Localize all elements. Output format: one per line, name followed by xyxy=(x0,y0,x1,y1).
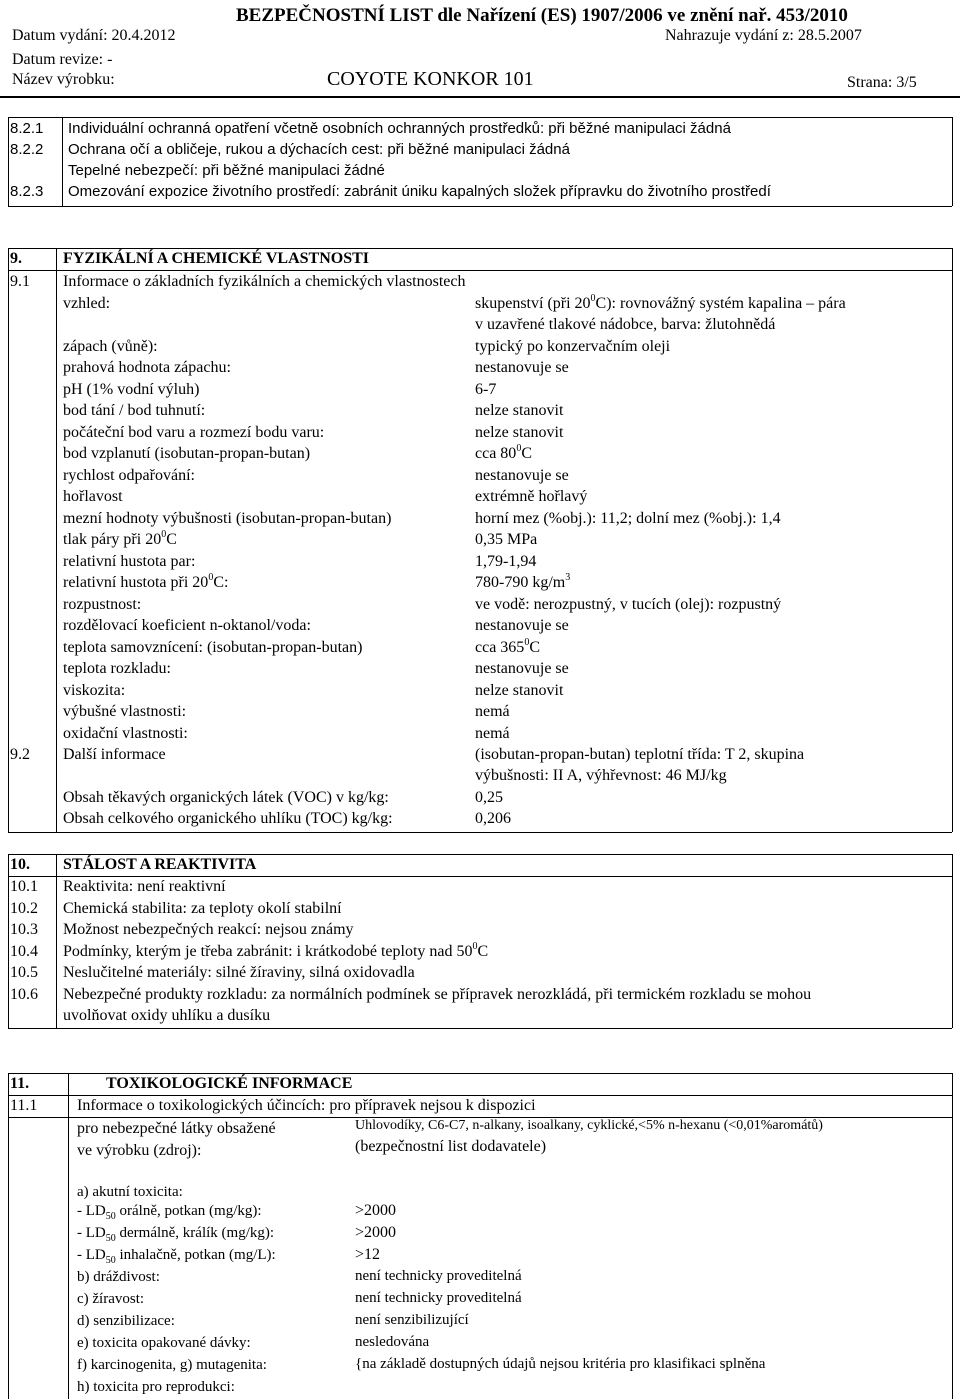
section8-bottom-border xyxy=(8,206,952,207)
revision-date: Datum revize: - xyxy=(12,51,113,68)
section8-row-text: Tepelné nebezpečí: při běžné manipulaci žádné xyxy=(68,162,385,179)
header-divider xyxy=(0,96,960,98)
property-value: nemá xyxy=(475,703,510,720)
tox-label: b) dráždivost: xyxy=(77,1269,160,1285)
tox-value: nesledována xyxy=(355,1334,430,1350)
tox-label: - $LD_{50}$ orálně, potkan (mg/kg): xyxy=(77,1203,262,1222)
property-label: rozdělovací koeficient n-oktanol/voda: xyxy=(63,617,311,634)
section8-row-number: 8.2.1 xyxy=(10,120,44,137)
property-value: nestanovuje se xyxy=(475,617,569,634)
property-value: cca $365^0C$ xyxy=(475,637,540,656)
tox-value: není senzibilizující xyxy=(355,1312,469,1328)
section9-bottom-border xyxy=(8,832,952,833)
substances-label: ve výrobku (zdroj): xyxy=(77,1142,202,1159)
section10-number: 10. xyxy=(10,856,30,873)
section10-row-text: Možnost nebezpečných reakcí: nejsou známy xyxy=(63,921,354,938)
section10-row-text: Nebezpečné produkty rozkladu: za normálních podmínek se přípravek nerozkládá, při termickém rozkladu se mohou xyxy=(63,986,812,1003)
property-value: nelze stanovit xyxy=(475,402,564,419)
property-value: nelze stanovit xyxy=(475,424,564,441)
property-label: mezní hodnoty výbušnosti (isobutan-propan-butan) xyxy=(63,510,392,527)
property-label: viskozita: xyxy=(63,682,126,699)
section9-title-border xyxy=(8,270,952,271)
property-label: bod tání / bod tuhnutí: xyxy=(63,402,206,419)
section10-row-number: 10.1 xyxy=(10,878,38,895)
section11-right-border xyxy=(952,1073,953,1399)
property-value: nelze stanovit xyxy=(475,682,564,699)
section10-title: STÁLOST A REAKTIVITA xyxy=(63,856,257,873)
substances-value: Uhlovodíky, C6-C7, n-alkany, isoalkany, cyklické,<5% n-hexanu (<0,01%aromátů) xyxy=(355,1118,823,1133)
section10-row-text: Podmínky, kterým je třeba zabránit: i krátkodobé teploty nad $50^0C$ xyxy=(63,941,489,960)
section10-row-text: Chemická stabilita: za teploty okolí stabilní xyxy=(63,900,342,917)
property-value: horní mez (%obj.): 11,2; dolní mez (%obj.): 1,4 xyxy=(475,510,781,527)
toc-value: 0,206 xyxy=(475,810,511,827)
tox-label: c) žíravost: xyxy=(77,1291,145,1307)
tox-label: e) toxicita opakované dávky: xyxy=(77,1335,251,1351)
property-value: skupenství (při $20^0C$): rovnovážný systém kapalina – pára xyxy=(475,293,846,312)
voc-value: 0,25 xyxy=(475,789,503,806)
section8-row-text: Individuální ochranná opatření včetně osobních ochranných prostředků: při běžné manipulaci žádná xyxy=(68,120,731,137)
section10-row-number: 10.6 xyxy=(10,986,38,1003)
section11-column-divider xyxy=(68,1073,69,1399)
property-label: relativní hustota při $20^0C$: xyxy=(63,572,229,591)
property-value: nestanovuje se xyxy=(475,467,569,484)
section11-title-border xyxy=(8,1095,952,1096)
tox-label: - $LD_{50}$ inhalačně, potkan (mg/L): xyxy=(77,1247,276,1266)
section9-title: FYZIKÁLNÍ A CHEMICKÉ VLASTNOSTI xyxy=(63,250,369,267)
section8-top-border xyxy=(8,117,952,118)
property-label: relativní hustota par: xyxy=(63,553,196,570)
property-label: bod vzplanutí (isobutan-propan-butan) xyxy=(63,445,311,462)
toc-label: Obsah celkového organického uhlíku (TOC) kg/kg: xyxy=(63,810,393,827)
property-label: vzhled: xyxy=(63,295,111,312)
section10-right-border xyxy=(952,854,953,1028)
property-label: rychlost odpařování: xyxy=(63,467,195,484)
issue-date: Datum vydání: 20.4.2012 xyxy=(12,27,176,44)
section9-column-divider xyxy=(56,248,57,832)
property-value: 780-790 $kg/m^3$ xyxy=(475,572,571,591)
section8-left-border xyxy=(8,117,9,206)
section11-title: TOXIKOLOGICKÉ INFORMACE xyxy=(106,1075,353,1092)
tox-label: d) senzibilizace: xyxy=(77,1313,175,1329)
property-label: tlak páry při $20^0C$ xyxy=(63,529,177,548)
section9-top-border xyxy=(8,248,952,249)
section10-row-number: 10.2 xyxy=(10,900,38,917)
section9-2-label: Další informace xyxy=(63,746,166,763)
further-info-line: výbušnosti: II A, výhřevnost: 46 MJ/kg xyxy=(475,767,727,784)
product-name: COYOTE KONKOR 101 xyxy=(327,68,534,90)
property-value: extrémně hořlavý xyxy=(475,488,588,505)
section9-number: 9. xyxy=(10,250,22,267)
section11-number: 11. xyxy=(10,1075,30,1092)
substances-value: (bezpečnostní list dodavatele) xyxy=(355,1138,547,1155)
tox-value: >12 xyxy=(355,1246,381,1263)
substances-label: pro nebezpečné látky obsažené xyxy=(77,1120,276,1137)
tox-value: >2000 xyxy=(355,1224,397,1241)
section11-1-number: 11.1 xyxy=(10,1097,38,1114)
section11-top-border xyxy=(8,1073,952,1074)
section10-bottom-border xyxy=(8,1028,952,1029)
section9-left-border xyxy=(8,248,9,832)
tox-label: a) akutní toxicita: xyxy=(77,1184,183,1200)
section10-title-border xyxy=(8,876,952,877)
property-value: 1,79-1,94 xyxy=(475,553,537,570)
section8-row-text: Omezování expozice životního prostředí: zabránit úniku kapalných složek přípravku do životního prostředí xyxy=(68,183,771,200)
section9-1-title: Informace o základních fyzikálních a chemických vlastnostech xyxy=(63,273,466,290)
property-label: prahová hodnota zápachu: xyxy=(63,359,231,376)
section10-row-number: 10.4 xyxy=(10,943,38,960)
section11-1-title: Informace o toxikologických účincích: pro přípravek nejsou k dispozici xyxy=(77,1097,536,1114)
section10-row-number: 10.3 xyxy=(10,921,38,938)
property-label: oxidační vlastnosti: xyxy=(63,725,188,742)
property-value: nestanovuje se xyxy=(475,660,569,677)
tox-value: není technicky proveditelná xyxy=(355,1268,522,1284)
property-label: teplota samovznícení: (isobutan-propan-butan) xyxy=(63,639,363,656)
section9-1-number: 9.1 xyxy=(10,273,30,290)
page-number: Strana: 3/5 xyxy=(847,74,917,91)
property-label: počáteční bod varu a rozmezí bodu varu: xyxy=(63,424,325,441)
property-label: teplota rozkladu: xyxy=(63,660,171,677)
property-label: zápach (vůně): xyxy=(63,338,158,355)
property-value: typický po konzervačním oleji xyxy=(475,338,671,355)
voc-label: Obsah těkavých organických látek (VOC) v kg/kg: xyxy=(63,789,389,806)
tox-label: - $LD_{50}$ dermálně, králík (mg/kg): xyxy=(77,1225,275,1244)
section10-row-text-continued: uvolňovat oxidy uhlíku a dusíku xyxy=(63,1007,271,1024)
property-value: cca $80^0C$ xyxy=(475,443,532,462)
section10-column-divider xyxy=(56,854,57,1028)
tox-value: >2000 xyxy=(355,1202,397,1219)
section10-row-text: Reaktivita: není reaktivní xyxy=(63,878,226,895)
product-label: Název výrobku: xyxy=(12,71,115,88)
section10-row-number: 10.5 xyxy=(10,964,38,981)
replaces-date: Nahrazuje vydání z: 28.5.2007 xyxy=(665,27,862,44)
section10-top-border xyxy=(8,854,952,855)
property-value: nestanovuje se xyxy=(475,359,569,376)
tox-label: h) toxicita pro reprodukci: xyxy=(77,1379,235,1395)
further-info-line: (isobutan-propan-butan) teplotní třída: T 2, skupina xyxy=(475,746,805,763)
section8-row-number: 8.2.3 xyxy=(10,183,44,200)
section8-row-text: Ochrana očí a obličeje, rukou a dýchacích cest: při běžné manipulaci žádná xyxy=(68,141,570,158)
property-value: 6-7 xyxy=(475,381,497,398)
section11-left-border xyxy=(8,1073,9,1399)
property-value: nemá xyxy=(475,725,510,742)
property-label: hořlavost xyxy=(63,488,123,505)
property-value: v uzavřené tlakové nádobce, barva: žlutohnědá xyxy=(475,316,776,333)
property-value: 0,35 MPa xyxy=(475,531,538,548)
property-label: pH (1% vodní výluh) xyxy=(63,381,200,398)
property-label: rozpustnost: xyxy=(63,596,142,613)
section9-right-border xyxy=(952,248,953,832)
section8-right-border xyxy=(952,117,953,206)
section9-2-number: 9.2 xyxy=(10,746,30,763)
tox-value: není technicky proveditelná xyxy=(355,1290,522,1306)
section8-row-number: 8.2.2 xyxy=(10,141,44,158)
section8-column-divider xyxy=(62,117,63,206)
property-value: ve vodě: nerozpustný, v tucích (olej): rozpustný xyxy=(475,596,782,613)
tox-label: f) karcinogenita, g) mutagenita: xyxy=(77,1357,267,1373)
document-title: BEZPEČNOSTNÍ LIST dle Nařízení (ES) 1907/2006 ve znění nař. 453/2010 xyxy=(236,5,848,26)
tox-value: {na základě dostupných údajů nejsou kritéria pro klasifikaci splněna xyxy=(355,1356,766,1372)
section10-left-border xyxy=(8,854,9,1028)
section10-row-text: Neslučitelné materiály: silné žíraviny, silná oxidovadla xyxy=(63,964,415,981)
property-label: výbušné vlastnosti: xyxy=(63,703,187,720)
